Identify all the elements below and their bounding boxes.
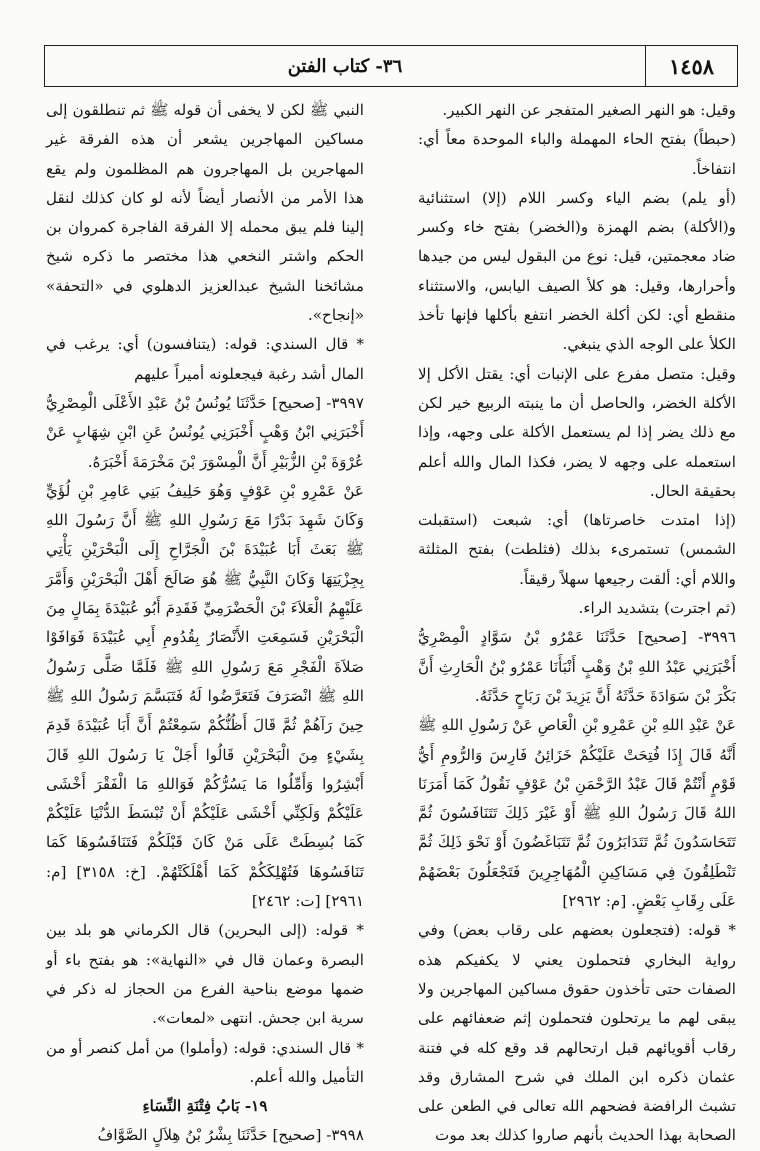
- hadith-isnad: ٣٩٩٧- [صحيح] حَدَّثَنَا يُونُسُ بْنُ عَبْدِ الأَعْلَى الْمِصْرِيُّ أَخْبَرَنِي ابْنُ وَهْبٍ أَخْبَرَنِي يُونُسُ عَنِ ابْنِ شِهَابٍ عَنْ عُرْوَةَ بْنِ الزُّبَيْرِ أَنَّ الْمِسْوَرَ بْنَ مَخْرَمَةَ أَخْبَرَهُ.: [46, 393, 364, 471]
- page-header: [44, 45, 738, 87]
- commentary: * قال السندي: قوله: (وأملوا) من أمل كنصر أو من التأميل والله أعلم.: [46, 1038, 364, 1086]
- paragraph: (حبطاً) بفتح الحاء المهملة والباء الموحدة معاً أي: انتفاخاً.: [418, 130, 736, 178]
- chapter-heading: ١٩- بَابُ فِتْنَةِ النِّسَاءِ: [142, 1097, 268, 1116]
- page-number: ١٤٥٨: [645, 46, 737, 86]
- paragraph: وقيل: متصل مفرع على الإنبات أي: يقتل الأكل إلا الأكلة الخضر، والحاصل أن ما ينبته الربيع خير لكن مع ذلك يضر إذا لم يستعمل الأكلة على وجهه، وإذا استعمله على وجهه لا يضر، فكذا المال والله أعلم بحقيقة الحال.: [418, 364, 736, 500]
- hadith-matn: عَنْ عَمْرِو بْنِ عَوْفٍ وَهُوَ حَلِيفُ بَنِي عَامِرِ بْنِ لُؤَيٍّ وَكَانَ شَهِدَ بَدْرًا مَعَ رَسُولِ اللهِ ﷺ أَنَّ رَسُولَ اللهِ ﷺ بَعَثَ أَبَا عُبَيْدَةَ بْنَ الْجَرَّاحِ إِلَى الْبَحْرَيْنِ يَأْتِي بِجِزْيَتِهَا وَكَانَ النَّبِيُّ ﷺ هُوَ صَالَحَ أَهْلَ الْبَحْرَيْنِ وَأَمَّرَ عَلَيْهِمُ الْعَلاَءَ بْنَ الْحَضْرَمِيِّ فَقَدِمَ أَبُو عُبَيْدَةَ بِمَالٍ مِنَ الْبَحْرَيْنِ فَسَمِعَتِ الأَنْصَارُ بِقُدُومِ أَبِي عُبَيْدَةَ فَوَافَوْا صَلاَةَ الْفَجْرِ مَعَ رَسُولِ اللهِ ﷺ فَلَمَّا صَلَّى رَسُولُ اللهِ ﷺ انْصَرَفَ فَتَعَرَّضُوا لَهُ فَتَبَسَّمَ رَسُولُ اللهِ ﷺ حِينَ رَآهُمْ ثُمَّ قَالَ أَظُنُّكُمْ سَمِعْتُمْ أَنَّ أَبَا عُبَيْدَةَ قَدِمَ بِشَيْءٍ مِنَ الْبَحْرَيْنِ قَالُوا أَجَلْ يَا رَسُولَ اللهِ قَالَ أَبْشِرُوا وَأَمِّلُوا مَا يَسُرُّكُمْ فَوَاللهِ مَا الْفَقْرَ أَخْشَى عَلَيْكُمْ وَلَكِنِّي أَخْشَى عَلَيْكُمْ أَنْ تُبْسَطَ الدُّنْيَا عَلَيْكُمْ كَمَا بُسِطَتْ عَلَى مَنْ كَانَ قَبْلَكُمْ فَتَنَافَسُوهَا كَمَا تَنَافَسُوهَا فَتُهْلِكَكُمْ كَمَا أَهْلَكَتْهُمْ. [خ: ٣١٥٨] [م: ٢٩٦١] [ت: ٢٤٦٢]: [46, 481, 364, 911]
- right-column: [418, 96, 736, 1145]
- paragraph: وقيل: هو النهر الصغير المتفجر عن النهر الكبير.: [442, 101, 736, 119]
- left-column: [46, 96, 364, 1145]
- hadith-isnad: ٣٩٩٨- [صحيح] حَدَّثَنَا بِشْرُ بْنُ هِلاَلٍ الصَّوَّافُ: [97, 1126, 364, 1145]
- paragraph: (ثم اجترت) بتشديد الراء.: [578, 599, 736, 618]
- chapter-title: ٣٦- كتاب الفتن: [287, 55, 403, 77]
- paragraph: (إذا امتدت خاصرتاها) أي: شبعت (استقبلت الشمس) تستمرىء بذلك (فثلطت) بفتح المثلثة واللام أي: ألقت رجيعها سهلاً رقيقاً.: [418, 511, 736, 588]
- commentary: * قال السندي: قوله: (يتنافسون) أي: يرغب في المال أشد رغبة فيجعلونه أميراً عليهم: [46, 335, 364, 383]
- hadith-matn: عَنْ عَبْدِ اللهِ بْنِ عَمْرِو بْنِ الْعَاصِ عَنْ رَسُولِ اللهِ ﷺ أَنَّهُ قَالَ إِذَا فُتِحَتْ عَلَيْكُمْ خَزَائِنُ فَارِسَ وَالرُّومِ أَيُّ قَوْمٍ أَنْتُمْ قَالَ عَبْدُ الرَّحْمَنِ بْنُ عَوْفٍ نَقُولُ كَمَا أَمَرَنَا اللهُ قَالَ رَسُولُ اللهِ ﷺ أَوْ غَيْرَ ذَلِكَ تَتَنَافَسُونَ ثُمَّ تَتَحَاسَدُونَ ثُمَّ تَتَدَابَرُونَ ثُمَّ تَتَبَاغَضُونَ أَوْ نَحْوَ ذَلِكَ ثُمَّ تَنْطَلِقُونَ فِي مَسَاكِينِ الْمُهَاجِرِينَ فَتَجْعَلُونَ بَعْضَهُمْ عَلَى رِقَابِ بَعْضٍ. [م: ٢٩٦٢]: [418, 716, 736, 911]
- commentary: النبي ﷺ لكن لا يخفى أن قوله ﷺ ثم تنطلقون إلى مساكين المهاجرين يشعر أن هذه الفرقة غير المهاجرين بل المهاجرون هم المظلمون ولم يقع هذا الأمر من الأنصار أيضاً لأنه لو كان كذلك لنقل إلينا فلم يبق محمله إلا الفرقة الفاجرة كمروان بن الحكم واشتر النخعي هذا مختصر ما ذكره شيخ مشائخنا الشيخ عبدالعزيز الدهلوي في «التحفة» «إنجاح».: [46, 101, 364, 325]
- paragraph: (أو يلم) بضم الياء وكسر اللام (إلا) استثنائية و(الأكلة) بضم الهمزة و(الخضر) بفتح خاء وكسر ضاد معجمتين، قيل: نوع من البقول ليس من جيدها وأحرارها، وقيل: هو كلأ الصيف اليابس، والاستثناء منقطع أي: لكن أكلة الخضر انتفع بأكلها فإنها تأخذ الكلأ على الوجه الذي ينبغي.: [418, 188, 736, 354]
- commentary: * قوله: (فتجعلون بعضهم على رقاب بعض) وفي رواية البخاري فتحملون يعني لا يكفيكم هذه الصفات حتى تأخذون حقوق مساكين المهاجرين ولا يبقى لهم ما يرتحلون فتحملون إثم ضعفائهم على رقاب أقويائهم قبل ارتحالهم قد وقع كله في فتنة عثمان ذكره ابن الملك في شرح المشارق وقد تشبث الرافضة فضحهم الله تعالى في الطعن على الصحابة بهذا الحديث بأنهم صاروا كذلك بعد موت: [418, 921, 736, 1145]
- commentary: * قوله: (إلى البحرين) قال الكرماني هو بلد بين البصرة وعمان قال في «النهاية»: هو بفتح باء أو ضمها موضع بناحية الفرع من الحجاز له ذكر في سرية ابن جحش. انتهى «لمعات».: [46, 921, 364, 1028]
- hadith-isnad: ٣٩٩٦- [صحيح] حَدَّثَنَا عَمْرُو بْنُ سَوَّادٍ الْمِصْرِيُّ أَخْبَرَنِي عَبْدُ اللهِ بْنُ وَهْبٍ أَنْبَأَنَا عَمْرُو بْنُ الْحَارِثِ أَنَّ بَكْرَ بْنَ سَوَادَةَ حَدَّثَهُ أَنَّ يَزِيدَ بْنَ رَبَاحٍ حَدَّثَهُ.: [418, 628, 736, 705]
